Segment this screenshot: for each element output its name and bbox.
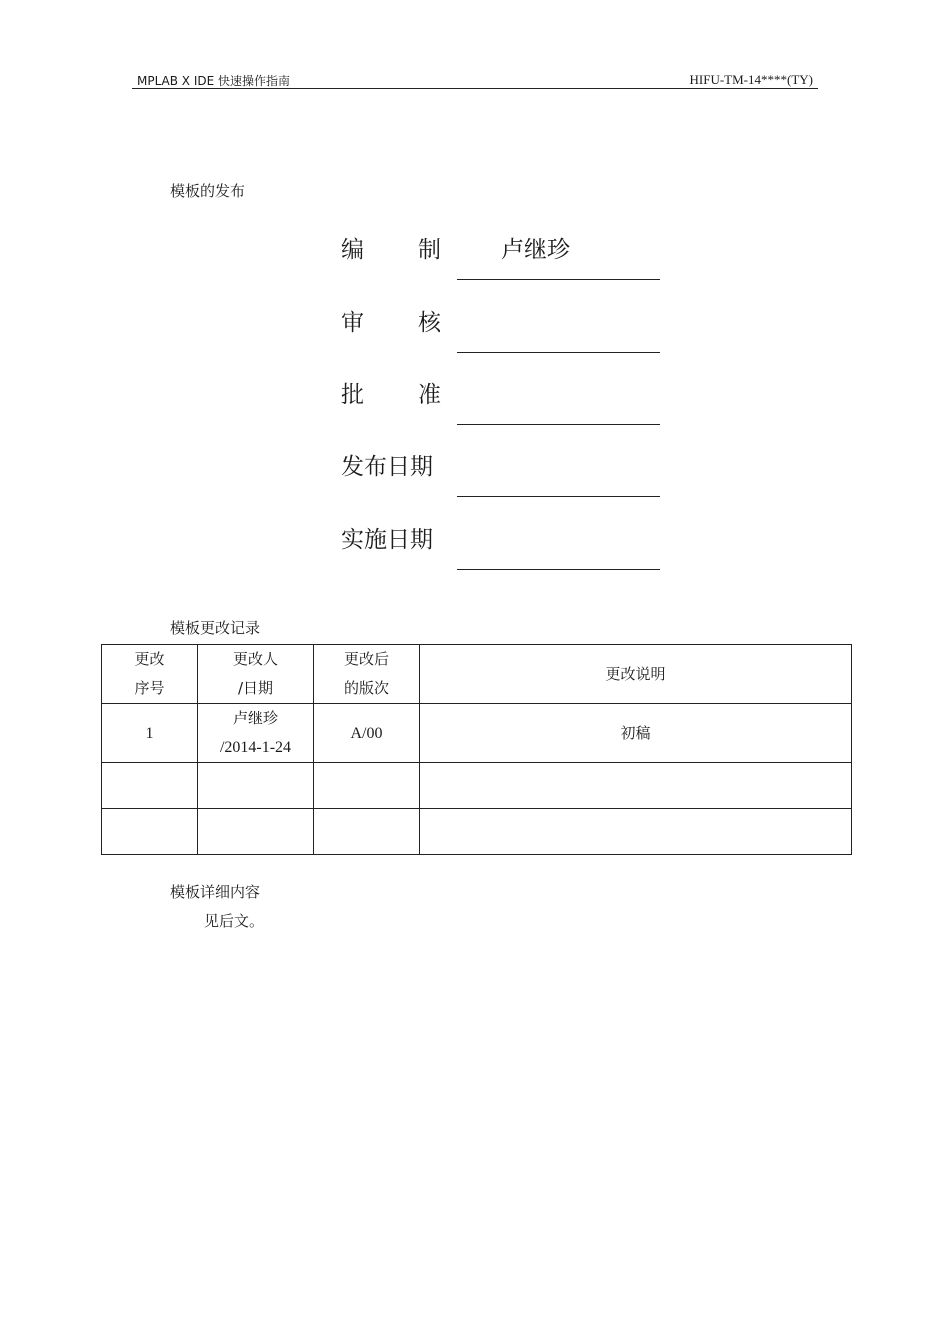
sig-value-compiled: 卢继珍 <box>501 237 570 263</box>
cell-seq: 1 <box>102 704 198 763</box>
sig-line-effective-date <box>457 569 660 570</box>
table-row <box>102 704 852 763</box>
sig-label-compiled <box>341 231 441 264</box>
cell-person: 卢继珍 <box>232 709 278 727</box>
header-cell-seq <box>102 645 198 704</box>
header-divider <box>132 88 818 89</box>
cell-person-date <box>198 763 314 809</box>
header-text: 更改 <box>134 650 165 668</box>
details-section-title: 模板详细内容 <box>170 883 261 901</box>
sig-label-part: 批 <box>341 382 364 408</box>
sig-label-part: 核 <box>418 310 441 336</box>
sig-label-part: 编 <box>341 237 364 263</box>
header-text: 更改人 <box>232 650 278 668</box>
sig-label-part: 审 <box>341 310 364 336</box>
sig-label-effective-date <box>341 521 441 554</box>
header-text: /日期 <box>237 679 274 697</box>
sig-line-release-date <box>457 496 660 497</box>
header-cell-description <box>420 645 852 704</box>
cell-seq <box>102 763 198 809</box>
cell-version <box>314 763 420 809</box>
table-header-row <box>102 645 852 704</box>
cell-description: 初稿 <box>420 704 852 763</box>
header-cell-version <box>314 645 420 704</box>
cell-person-date <box>198 809 314 855</box>
changes-section-title: 模板更改记录 <box>170 619 261 637</box>
header-text: 的版次 <box>343 679 389 697</box>
cell-version <box>314 809 420 855</box>
cell-seq <box>102 809 198 855</box>
sig-label-part: 准 <box>418 382 441 408</box>
header-text: 序号 <box>134 679 165 697</box>
sig-label-reviewed <box>341 304 441 337</box>
header-document-code: HIFU-TM-14****(TY) <box>689 72 813 87</box>
cell-description <box>420 809 852 855</box>
header-cell-person <box>198 645 314 704</box>
table-row <box>102 809 852 855</box>
details-body-text: 见后文。 <box>204 912 265 930</box>
change-record-table <box>101 644 852 855</box>
header-text: 更改说明 <box>605 664 666 683</box>
sig-line-approved <box>457 424 660 425</box>
cell-person-date <box>198 704 314 763</box>
sig-label-approved <box>341 376 441 409</box>
cell-version: A/00 <box>314 704 420 763</box>
sig-label-release-date <box>341 448 441 481</box>
header-document-title: MPLAB X IDE 快速操作指南 <box>137 74 291 88</box>
table-row <box>102 763 852 809</box>
header-text: 更改后 <box>343 650 389 668</box>
release-section-title: 模板的发布 <box>170 182 246 200</box>
sig-line-reviewed <box>457 352 660 353</box>
sig-label-part: 实施日期 <box>341 527 433 553</box>
cell-date: /2014-1-24 <box>219 739 292 756</box>
sig-label-part: 制 <box>418 237 441 263</box>
sig-line-compiled <box>457 279 660 280</box>
cell-description <box>420 763 852 809</box>
sig-label-part: 发布日期 <box>341 454 433 480</box>
